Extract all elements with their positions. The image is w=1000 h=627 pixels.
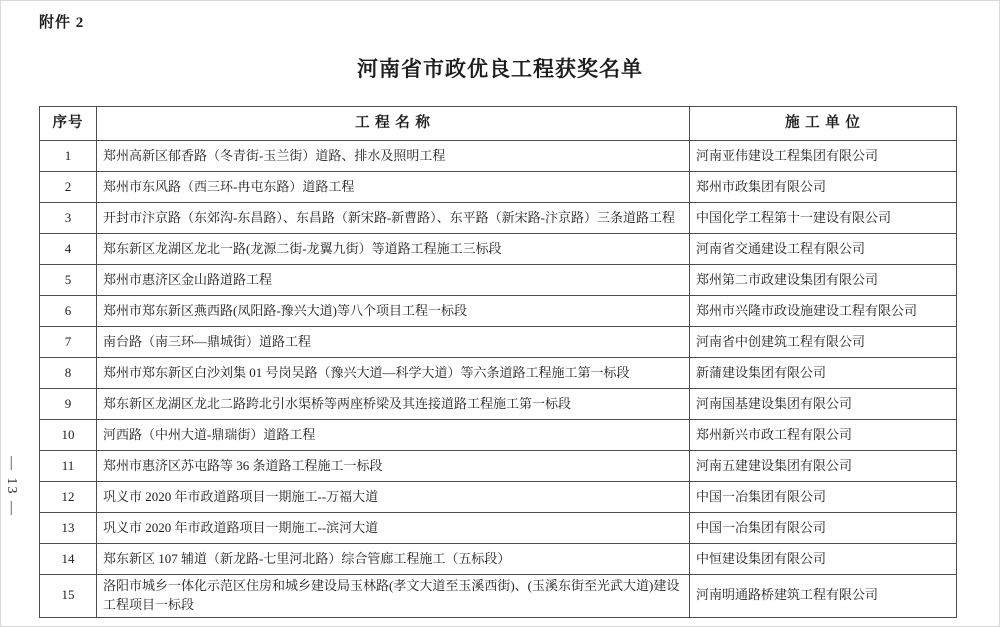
company-name-cell: 郑州市兴隆市政设施建设工程有限公司 [690, 296, 957, 327]
company-name-cell: 河南国基建设集团有限公司 [690, 389, 957, 420]
header-project: 工 程 名 称 [97, 107, 690, 141]
company-name-cell: 中国一冶集团有限公司 [690, 482, 957, 513]
company-name-cell: 郑州新兴市政工程有限公司 [690, 420, 957, 451]
page-title: 河南省市政优良工程获奖名单 [357, 57, 643, 81]
table-row [40, 482, 957, 513]
project-name-cell: 郑州市郑东新区燕西路(凤阳路-豫兴大道)等八个项目工程一标段 [97, 296, 690, 327]
row-number-cell: 2 [40, 172, 97, 203]
table-row [40, 172, 957, 203]
company-name-cell: 郑州第二市政建设集团有限公司 [690, 265, 957, 296]
table-row [40, 451, 957, 482]
row-number-cell: 4 [40, 234, 97, 265]
row-number-cell: 10 [40, 420, 97, 451]
table-body [40, 141, 957, 618]
project-name-cell: 郑州市惠济区苏屯路等 36 条道路工程施工一标段 [97, 451, 690, 482]
company-name-cell: 河南五建建设集团有限公司 [690, 451, 957, 482]
project-name-cell: 郑州市东风路（西三环-冉屯东路）道路工程 [97, 172, 690, 203]
row-number-cell: 1 [40, 141, 97, 172]
row-number-cell: 12 [40, 482, 97, 513]
company-name-cell: 新蒲建设集团有限公司 [690, 358, 957, 389]
company-name-cell: 郑州市政集团有限公司 [690, 172, 957, 203]
table-row [40, 513, 957, 544]
table-row [40, 420, 957, 451]
table-row [40, 544, 957, 575]
header-row [40, 107, 957, 141]
row-number-cell: 13 [40, 513, 97, 544]
table-row [40, 327, 957, 358]
award-table [39, 106, 957, 618]
project-name-cell: 开封市汴京路（东郊沟-东昌路）、东昌路（新宋路-新曹路）、东平路（新宋路-汴京路）三条道路工程 [97, 203, 690, 234]
project-name-cell: 郑东新区龙湖区龙北一路(龙源二街-龙翼九街）等道路工程施工三标段 [97, 234, 690, 265]
company-name-cell: 河南明通路桥建筑工程有限公司 [690, 575, 957, 618]
table-row [40, 389, 957, 420]
company-name-cell: 中国化学工程第十一建设有限公司 [690, 203, 957, 234]
header-no: 序号 [40, 107, 97, 141]
table-row [40, 234, 957, 265]
row-number-cell: 5 [40, 265, 97, 296]
table-row [40, 203, 957, 234]
company-name-cell: 河南亚伟建设工程集团有限公司 [690, 141, 957, 172]
table-header [40, 107, 957, 141]
page-number: — 13 — [4, 456, 19, 517]
project-name-cell: 郑州市郑东新区白沙刘集 01 号岗吴路（豫兴大道—科学大道）等六条道路工程施工第一标段 [97, 358, 690, 389]
table-row [40, 265, 957, 296]
project-name-cell: 巩义市 2020 年市政道路项目一期施工--滨河大道 [97, 513, 690, 544]
project-name-cell: 郑东新区龙湖区龙北二路跨北引水渠桥等两座桥梁及其连接道路工程施工第一标段 [97, 389, 690, 420]
row-number-cell: 3 [40, 203, 97, 234]
project-name-cell: 南台路（南三环—鼎城街）道路工程 [97, 327, 690, 358]
row-number-cell: 11 [40, 451, 97, 482]
company-name-cell: 河南省中创建筑工程有限公司 [690, 327, 957, 358]
table-row [40, 296, 957, 327]
project-name-cell: 河西路（中州大道-鼎瑞街）道路工程 [97, 420, 690, 451]
company-name-cell: 中恒建设集团有限公司 [690, 544, 957, 575]
row-number-cell: 8 [40, 358, 97, 389]
company-name-cell: 中国一冶集团有限公司 [690, 513, 957, 544]
project-name-cell: 郑州高新区郁香路（冬青街-玉兰街）道路、排水及照明工程 [97, 141, 690, 172]
project-name-cell: 郑州市惠济区金山路道路工程 [97, 265, 690, 296]
table-row [40, 141, 957, 172]
project-name-cell: 巩义市 2020 年市政道路项目一期施工--万福大道 [97, 482, 690, 513]
row-number-cell: 6 [40, 296, 97, 327]
row-number-cell: 14 [40, 544, 97, 575]
row-number-cell: 15 [40, 575, 97, 618]
company-name-cell: 河南省交通建设工程有限公司 [690, 234, 957, 265]
attachment-label: 附件 2 [39, 15, 85, 31]
project-name-cell: 郑东新区 107 辅道（新龙路-七里河北路）综合管廊工程施工（五标段） [97, 544, 690, 575]
header-company: 施 工 单 位 [690, 107, 957, 141]
table-row [40, 358, 957, 389]
table-row [40, 575, 957, 618]
row-number-cell: 7 [40, 327, 97, 358]
row-number-cell: 9 [40, 389, 97, 420]
project-name-cell: 洛阳市城乡一体化示范区住房和城乡建设局玉林路(孝文大道至玉溪西街)、(玉溪东街至光武大道)建设工程项目一标段 [97, 575, 690, 618]
